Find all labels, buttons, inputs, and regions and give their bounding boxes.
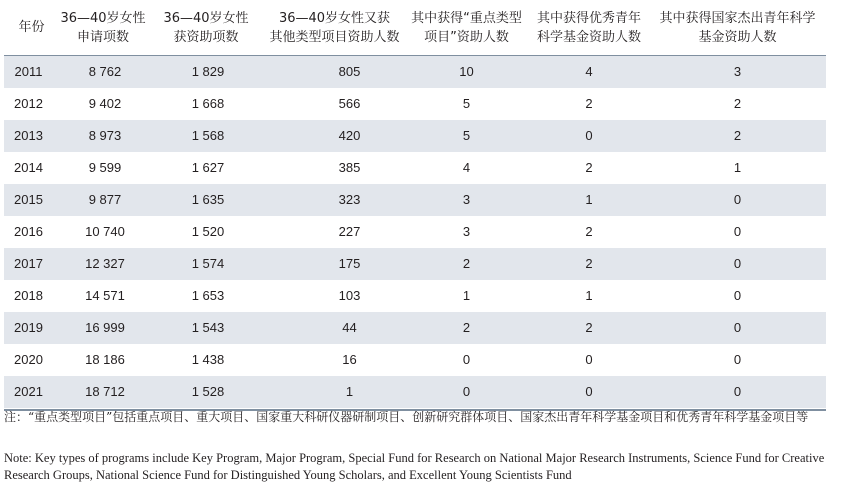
cell-year: 2019 — [14, 320, 43, 335]
header-other-funded — [265, 0, 404, 55]
cell-applications: 9 877 — [88, 192, 122, 207]
cell-other-funded: 16 — [342, 352, 357, 367]
cell-funded: 1 438 — [191, 352, 225, 367]
header-line: 36—40岁女性又获 — [278, 10, 391, 26]
table-row — [4, 280, 826, 312]
cell-applications: 9 599 — [88, 160, 122, 175]
cell-funded: 1 568 — [191, 128, 225, 143]
cell-applications: 18 186 — [85, 352, 125, 367]
cell-applications: 12 327 — [85, 256, 125, 271]
cell-key-type: 5 — [462, 96, 471, 111]
cell-distinguished-young: 2 — [733, 96, 742, 111]
cell-other-funded: 323 — [338, 192, 361, 207]
table-row — [4, 56, 826, 88]
header-line: 基金资助人数 — [698, 29, 777, 45]
header-line: 其中获得优秀青年 — [536, 10, 641, 26]
header-distinguished-young — [649, 0, 826, 55]
cell-other-funded: 44 — [342, 320, 357, 335]
cell-applications: 8 762 — [88, 64, 122, 79]
header-applications — [59, 0, 147, 55]
cell-applications: 14 571 — [85, 288, 125, 303]
cell-key-type: 5 — [462, 128, 471, 143]
cell-distinguished-young: 2 — [733, 128, 742, 143]
cell-funded: 1 520 — [191, 224, 225, 239]
cell-distinguished-young: 1 — [733, 160, 742, 175]
cell-funded: 1 543 — [191, 320, 225, 335]
cell-key-type: 2 — [462, 256, 471, 271]
header-line: 申请项数 — [76, 29, 129, 45]
cell-distinguished-young: 0 — [733, 256, 742, 271]
cell-other-funded: 566 — [338, 96, 361, 111]
cell-key-type: 4 — [462, 160, 471, 175]
cell-applications: 18 712 — [85, 384, 125, 399]
cell-key-type: 10 — [459, 64, 474, 79]
cell-distinguished-young: 0 — [733, 384, 742, 399]
cell-year: 2021 — [14, 384, 43, 399]
header-line: 36—40岁女性 — [163, 10, 249, 26]
cell-applications: 16 999 — [85, 320, 125, 335]
cell-excellent-young: 2 — [585, 160, 593, 175]
cell-year: 2017 — [14, 256, 43, 271]
cell-excellent-young: 0 — [585, 128, 593, 143]
table-row — [4, 216, 826, 248]
cell-key-type: 0 — [462, 352, 471, 367]
note-chinese: 注：“重点类型项目”包括重点项目、重大项目、国家重大科研仪器研制项目、创新研究群体项目、国家杰出青年科学基金项目和优秀青年科学基金项目等 — [4, 410, 809, 424]
table-row — [4, 88, 826, 120]
cell-key-type: 2 — [462, 320, 471, 335]
cell-other-funded: 420 — [338, 128, 361, 143]
cell-funded: 1 829 — [191, 64, 225, 79]
cell-excellent-young: 0 — [585, 352, 593, 367]
header-excellent-young — [529, 0, 649, 55]
cell-excellent-young: 2 — [585, 96, 593, 111]
cell-applications: 9 402 — [88, 96, 122, 111]
note-english: Note: Key types of programs include Key Program, Major Program, Special Fund for Research on National Major Research Instruments, Science Fund for Creative Research Groups, National Science Fund for Distinguished Young Scholars, and Excellent Young Scientists Fund — [4, 451, 825, 482]
cell-distinguished-young: 0 — [733, 352, 742, 367]
table-row — [4, 152, 826, 184]
cell-year: 2014 — [14, 160, 43, 175]
cell-distinguished-young: 0 — [733, 288, 742, 303]
cell-funded: 1 528 — [191, 384, 225, 399]
cell-key-type: 0 — [462, 384, 471, 399]
table-row — [4, 248, 826, 280]
cell-year: 2016 — [14, 224, 43, 239]
cell-other-funded: 385 — [338, 160, 361, 175]
cell-other-funded: 103 — [338, 288, 361, 303]
cell-funded: 1 635 — [191, 192, 225, 207]
cell-other-funded: 227 — [338, 224, 361, 239]
table-row — [4, 376, 826, 408]
cell-funded: 1 653 — [191, 288, 225, 303]
cell-distinguished-young: 0 — [733, 320, 742, 335]
header-line: 其中获得“重点类型 — [411, 10, 522, 26]
cell-excellent-young: 4 — [585, 64, 593, 79]
cell-other-funded: 1 — [345, 384, 354, 399]
cell-year: 2012 — [14, 96, 43, 111]
cell-key-type: 1 — [462, 288, 471, 303]
cell-distinguished-young: 0 — [733, 192, 742, 207]
header-line: 其他类型项目资助人数 — [269, 29, 400, 45]
cell-year: 2011 — [14, 64, 43, 79]
cell-key-type: 3 — [462, 224, 471, 239]
table-row — [4, 312, 826, 344]
header-year — [4, 0, 59, 55]
header-funded — [147, 0, 265, 55]
cell-funded: 1 574 — [191, 256, 225, 271]
cell-other-funded: 805 — [338, 64, 361, 79]
cell-distinguished-young: 0 — [733, 224, 742, 239]
cell-excellent-young: 0 — [585, 384, 593, 399]
header-key-type — [404, 0, 529, 55]
cell-excellent-young: 2 — [585, 320, 593, 335]
cell-year: 2015 — [14, 192, 43, 207]
cell-excellent-young: 1 — [585, 288, 593, 303]
table-row — [4, 344, 826, 376]
header-line: 年份 — [18, 20, 45, 35]
table-header — [4, 0, 826, 56]
header-line: 项目”资助人数 — [424, 29, 509, 45]
cell-applications: 10 740 — [85, 224, 125, 239]
cell-key-type: 3 — [462, 192, 471, 207]
cell-excellent-young: 1 — [585, 192, 593, 207]
cell-distinguished-young: 3 — [733, 64, 742, 79]
cell-other-funded: 175 — [338, 256, 361, 271]
cell-excellent-young: 2 — [585, 224, 593, 239]
cell-year: 2018 — [14, 288, 43, 303]
header-line: 36—40岁女性 — [60, 10, 146, 26]
header-line: 科学基金资助人数 — [536, 29, 641, 45]
header-line: 其中获得国家杰出青年科学 — [659, 10, 816, 26]
table-row — [4, 120, 826, 152]
cell-year: 2013 — [14, 128, 43, 143]
data-table — [4, 0, 826, 399]
cell-excellent-young: 2 — [585, 256, 593, 271]
cell-year: 2020 — [14, 352, 43, 367]
table-row — [4, 184, 826, 216]
header-line: 获资助项数 — [173, 29, 239, 45]
cell-funded: 1 627 — [191, 160, 225, 175]
cell-funded: 1 668 — [191, 96, 225, 111]
cell-applications: 8 973 — [88, 128, 122, 143]
